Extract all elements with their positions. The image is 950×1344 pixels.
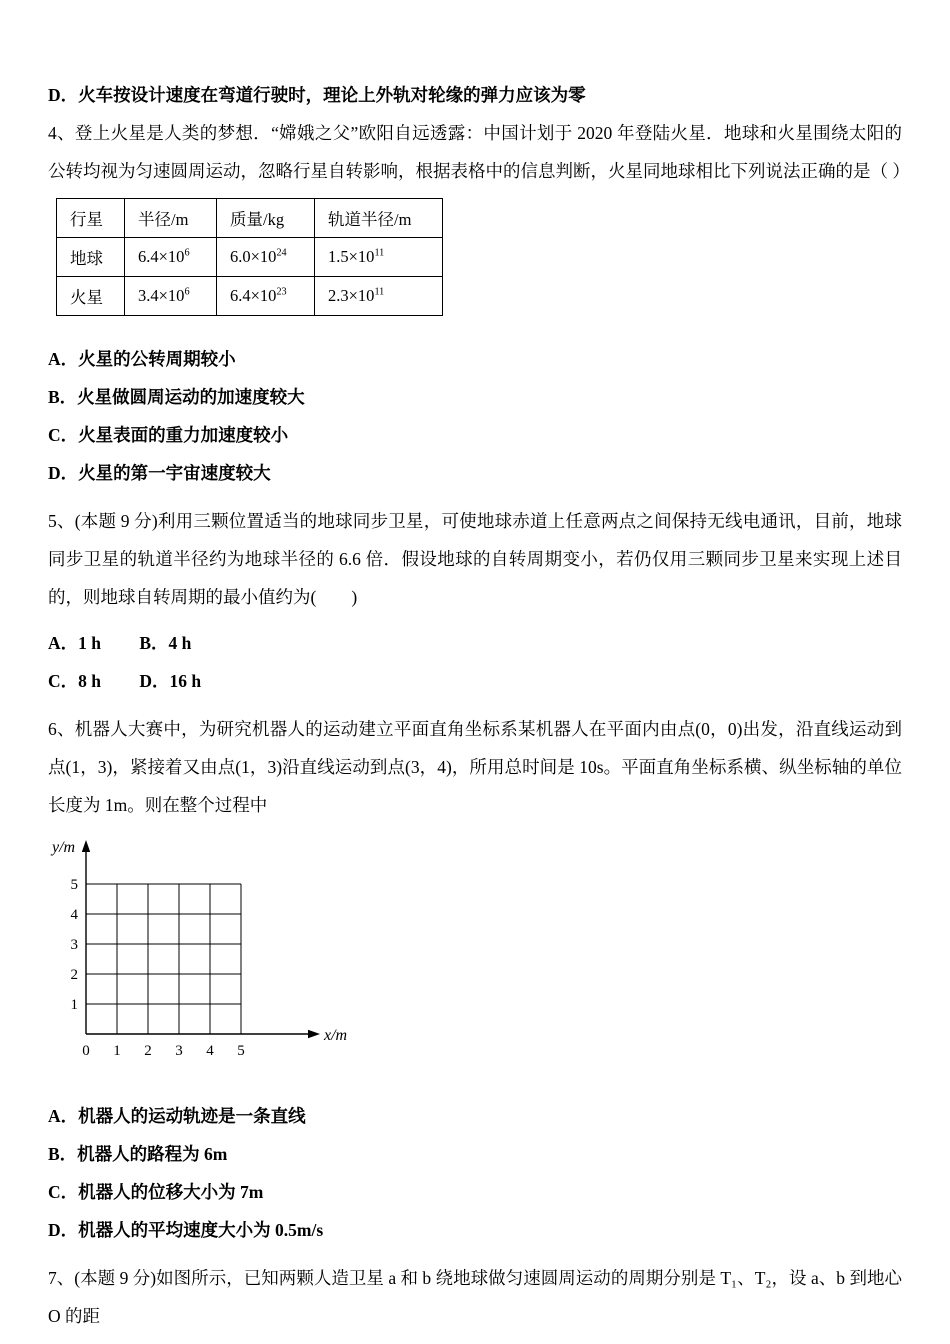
x-axis-label: x/m: [324, 1027, 348, 1044]
value-base: 6.4×10: [138, 247, 185, 266]
table-header-cell: 行星: [57, 199, 125, 238]
q5-options-row-1: [48, 624, 902, 662]
table-cell: [125, 277, 217, 316]
value-base: 1.5×10: [328, 247, 375, 266]
question-6-options: [48, 1097, 902, 1249]
value-exponent: 24: [276, 247, 287, 259]
axes: [86, 850, 310, 1034]
q4-option-b: B．火星做圆周运动的加速度较大: [48, 387, 305, 407]
q6-option-d: D．机器人的平均速度大小为 0.5m/s: [48, 1220, 324, 1240]
y-axis-arrow-icon: [82, 840, 90, 852]
q5-option-a: A．1 h: [48, 633, 101, 653]
q6-option-a: A．机器人的运动轨迹是一条直线: [48, 1106, 306, 1126]
table-cell: 地球: [57, 238, 125, 277]
coordinate-grid-figure: [48, 834, 378, 1074]
q4-option-c: C．火星表面的重力加速度较小: [48, 425, 289, 445]
value-exponent: 23: [276, 286, 287, 298]
table-cell: [217, 238, 315, 277]
q6-option-c: C．机器人的位移大小为 7m: [48, 1182, 264, 1202]
y-tick-labels: [71, 877, 79, 1013]
y-tick: 3: [70, 937, 78, 953]
y-tick: 4: [70, 907, 78, 923]
question-6-stem: 6、机器人大赛中，为研究机器人的运动建立平面直角坐标系某机器人在平面内由点(0，0)出发，沿直线运动到点(1，3)，紧接着又由点(1，3)沿直线运动到点(3，4)，所用总时间是 10s。平面直角坐标系横、纵坐标轴的单位长度为 1m。则在整个过程中: [48, 719, 902, 815]
value-base: 3.4×10: [138, 286, 185, 305]
q5-options-row-2: [48, 662, 902, 700]
table-header-cell: 半径/m: [125, 199, 217, 238]
value-exponent: 6: [184, 286, 190, 298]
planet-data-table: [56, 198, 443, 316]
x-tick: 1: [113, 1043, 121, 1059]
y-tick: 1: [70, 997, 78, 1013]
table-row-earth: [57, 238, 443, 277]
question-7-stem: 7、(本题 9 分)如图所示，已知两颗人造卫星 a 和 b 绕地球做匀速圆周运动的周期分别是 T₁、T₂，设 a、b 到地心 O 的距: [48, 1268, 902, 1326]
question-6-figure: [48, 834, 902, 1079]
question-5-stem: 5、(本题 9 分)利用三颗位置适当的地球同步卫星，可使地球赤道上任意两点之间保持无线电通讯，目前，地球同步卫星的轨道半径约为地球半径的 6.6 倍．假设地球的自转周期变小，若仍仅用三颗同步卫星来实现上述目的，则地球自转周期的最小值约为( ): [48, 511, 902, 607]
x-axis-arrow-icon: [308, 1030, 320, 1038]
table-cell: [315, 277, 443, 316]
value-base: 2.3×10: [328, 286, 375, 305]
q4-option-d: D．火星的第一宇宙速度较大: [48, 463, 271, 483]
x-tick: 4: [206, 1043, 214, 1059]
table-row-mars: [57, 277, 443, 316]
value-exponent: 6: [184, 247, 190, 259]
table-header-row: [57, 199, 443, 238]
table-cell: [125, 238, 217, 277]
question-4-stem: 4、登上火星是人类的梦想．“嫦娥之父”欧阳自远透露：中国计划于 2020 年登陆火星．地球和火星围绕太阳的公转均视为匀速圆周运动，忽略行星自转影响，根据表格中的信息判断，火星同地球相比下列说法正确的是（ ）: [48, 123, 910, 181]
x-tick: 5: [237, 1043, 245, 1059]
table-cell: [217, 277, 315, 316]
value-base: 6.0×10: [230, 247, 277, 266]
value-exponent: 11: [374, 286, 385, 298]
prev-question-option-d: D．火车按设计速度在弯道行驶时，理论上外轨对轮缘的弹力应该为零: [48, 85, 586, 105]
y-tick: 5: [70, 877, 78, 893]
q4-option-a: A．火星的公转周期较小: [48, 349, 236, 369]
grid-lines: [86, 884, 241, 1034]
q6-option-b: B．机器人的路程为 6m: [48, 1144, 228, 1164]
table-header-cell: 质量/kg: [217, 199, 315, 238]
x-tick: 2: [144, 1043, 152, 1059]
question-5-options: [48, 624, 902, 700]
table-header-cell: 轨道半径/m: [315, 199, 443, 238]
x-tick: 0: [82, 1043, 90, 1059]
y-tick: 2: [70, 967, 78, 983]
q5-option-d: D．16 h: [139, 671, 202, 691]
question-4-options: [48, 340, 902, 492]
y-axis-label: y/m: [52, 839, 76, 856]
table-cell: [315, 238, 443, 277]
q5-option-b: B．4 h: [139, 633, 192, 653]
table-cell: 火星: [57, 277, 125, 316]
x-tick-labels: [82, 1043, 245, 1059]
value-exponent: 11: [374, 247, 385, 259]
q5-option-c: C．8 h: [48, 671, 101, 691]
value-base: 6.4×10: [230, 286, 277, 305]
x-tick: 3: [175, 1043, 183, 1059]
